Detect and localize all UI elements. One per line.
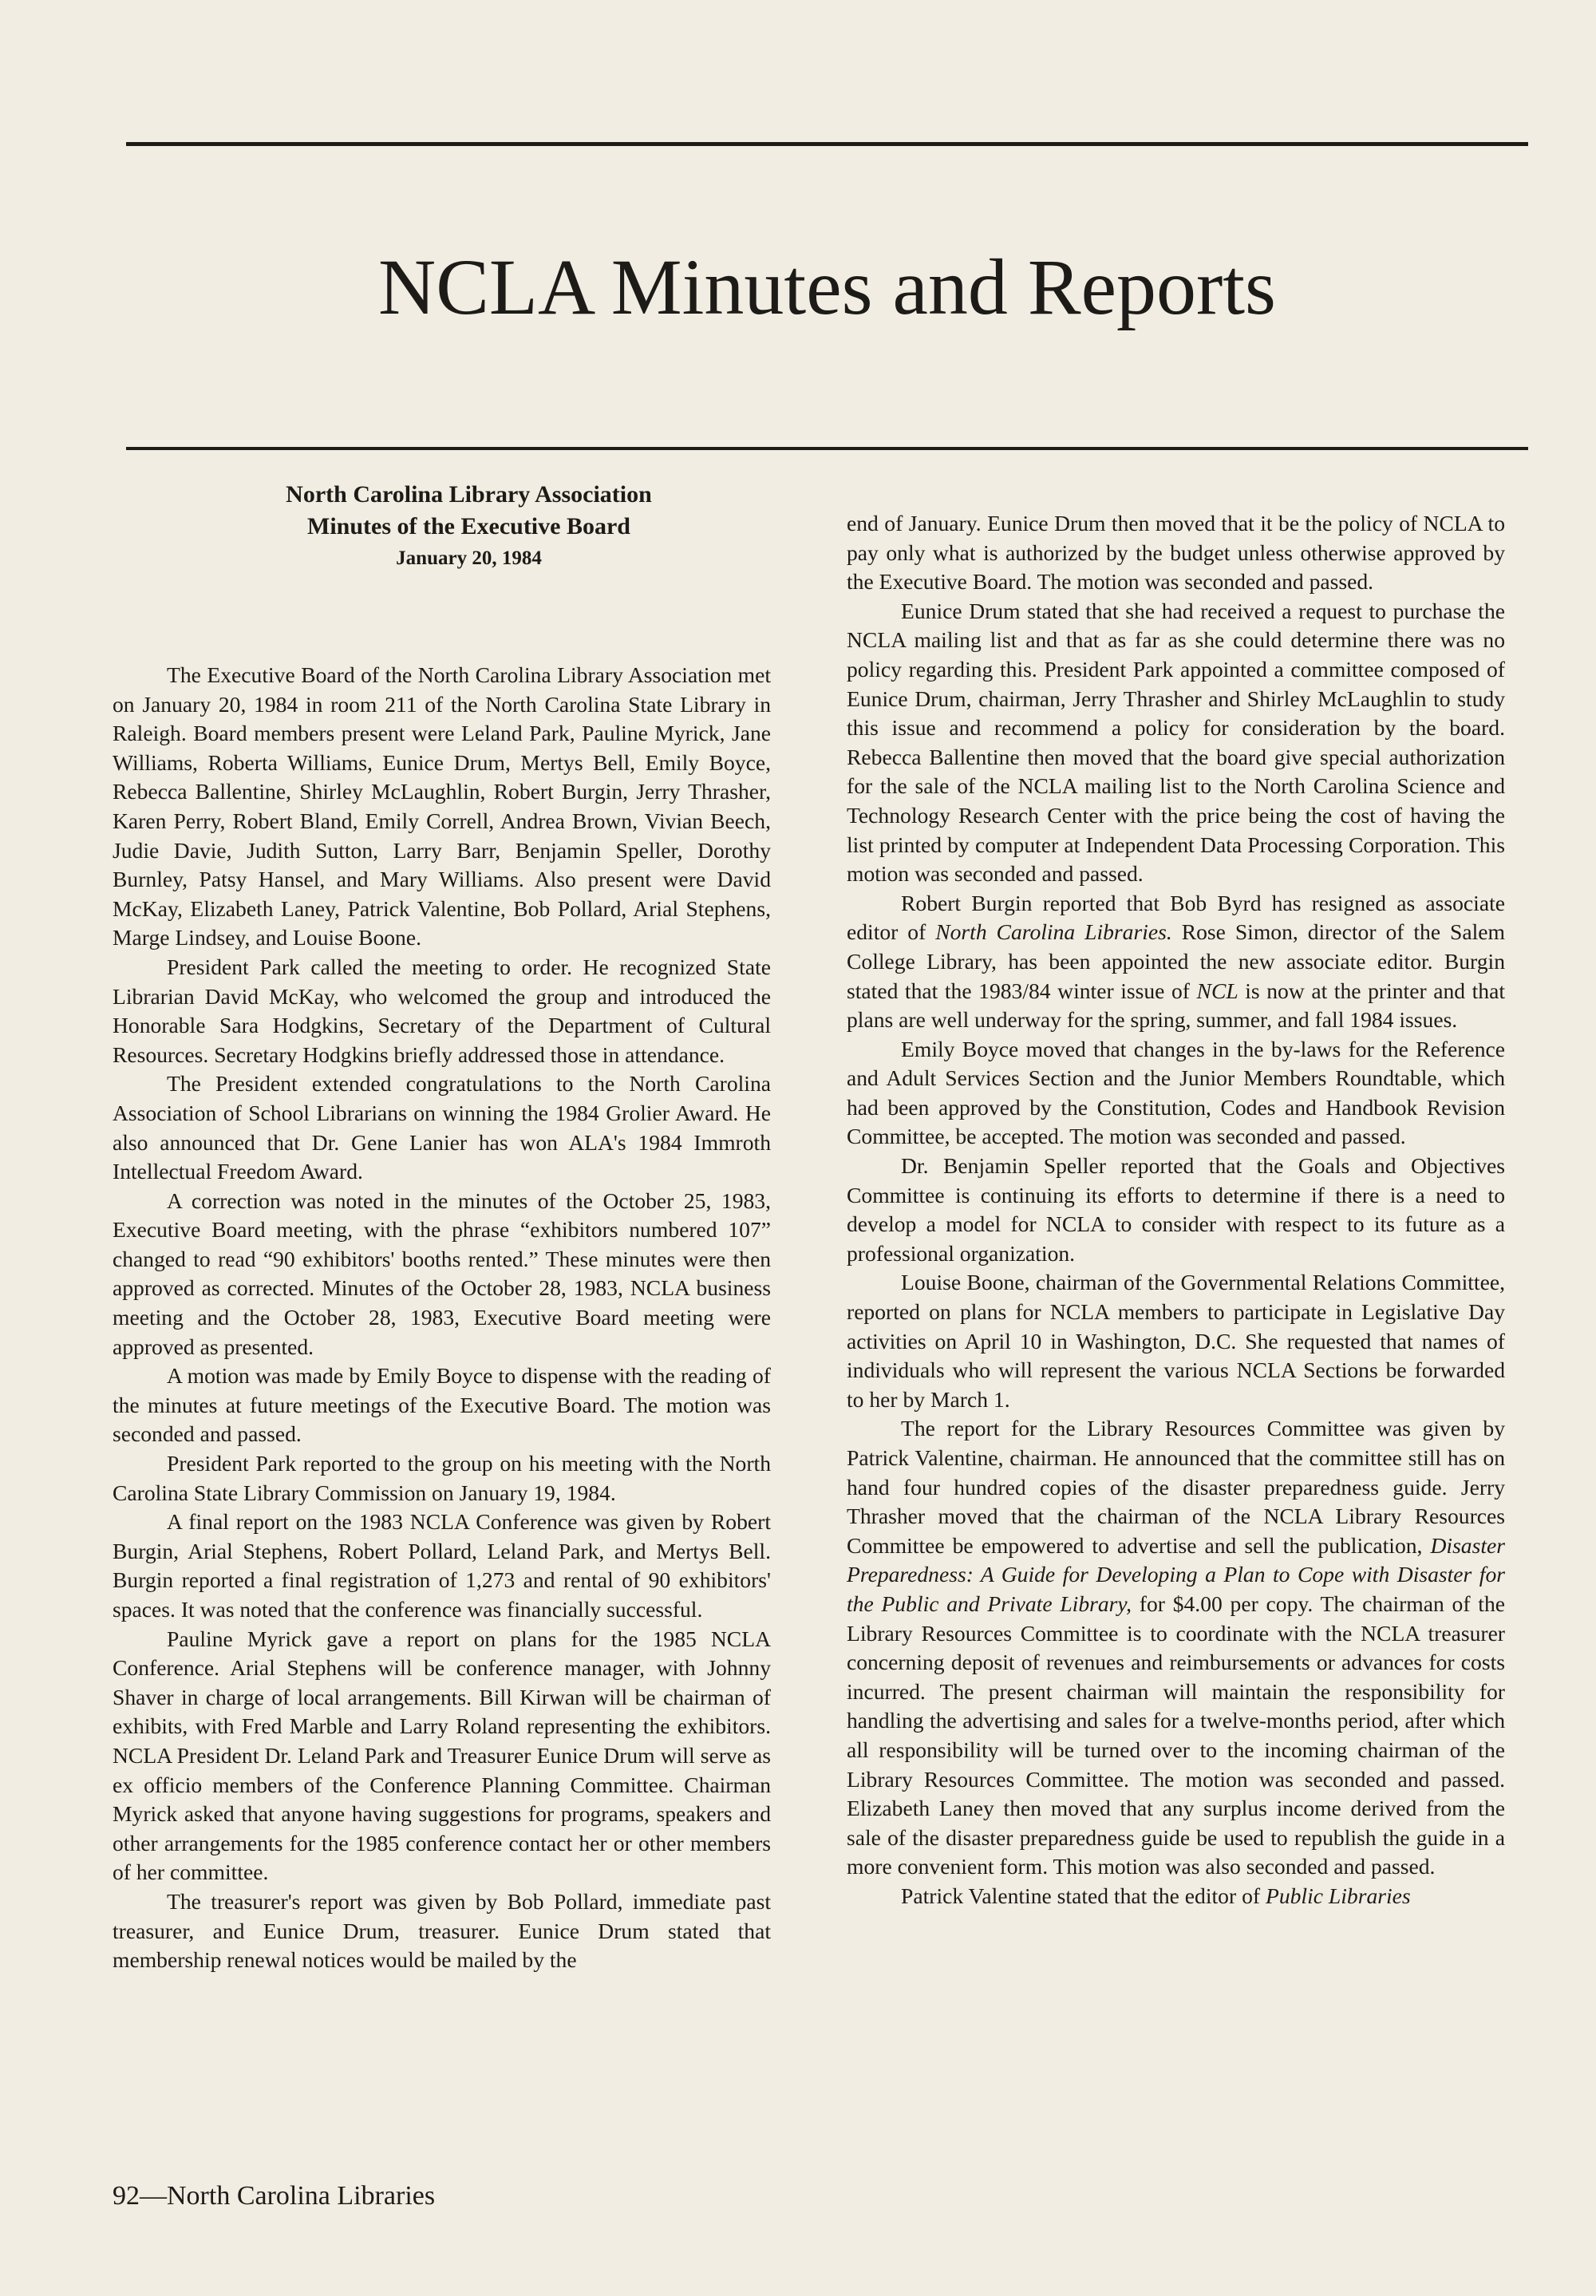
text-run: is now at the printer and that plans are well underway for the spring, summer, and fall 1984 issues.: [847, 978, 1505, 1033]
right-column: [847, 509, 1505, 1911]
paragraph: Louise Boone, chairman of the Governmental Relations Committee, reported on plans for NCLA members to participate in Legislative Day activities on April 10 in Washington, D.C. She requested that names of individuals who will represent the various NCLA Sections be forwarded to her by March 1.: [847, 1270, 1505, 1412]
paragraph: A motion was made by Emily Boyce to dispense with the reading of the minutes at future meetings of the Executive Board. The motion was seconded and passed.: [113, 1363, 771, 1447]
paragraph: President Park called the meeting to order. He recognized State Librarian David McKay, who welcomed the group and introduced the Honorable Sara Hodgkins, Secretary of the Department of Cultural Resources. Secretary Hodgkins briefly addressed those in attendance.: [113, 954, 771, 1067]
paragraph: Dr. Benjamin Speller reported that the Goals and Objectives Committee is continuing its efforts to determine if there is a need to develop a model for NCLA to consider with respect to its future as a professional organization.: [847, 1153, 1505, 1266]
journal-title: North Carolina Libraries.: [935, 919, 1172, 945]
paragraph: A correction was noted in the minutes of the October 25, 1983, Executive Board meeting, with the phrase “exhibitors numbered 107” changed to read “90 exhibitors' booths rented.” These minutes were then approved as corrected. Minutes of the October 28, 1983, NCLA business meeting and the October 28, 1983, Executive Board meeting were approved as presented.: [113, 1188, 771, 1359]
text-run: Patrick Valentine stated that the editor of: [901, 1883, 1266, 1908]
page-title: NCLA Minutes and Reports: [378, 243, 1276, 331]
left-column: [113, 479, 771, 1975]
text-run: Robert Burgin reported that Bob Byrd has resigned as associate editor of: [847, 890, 1505, 945]
journal-abbrev: NCL: [1196, 978, 1238, 1003]
paragraph: end of January. Eunice Drum then moved that it be the policy of NCLA to pay only what is authorized by the budget unless otherwise approved by the Executive Board. The motion was seconded and passed.: [847, 511, 1505, 595]
top-rule: [126, 142, 1528, 146]
paragraph: The President extended congratulations to the North Carolina Association of School Librarians on winning the 1984 Grolier Award. He also announced that Dr. Gene Lanier has won ALA's 1984 Immroth Intellectual Freedom Award.: [113, 1071, 771, 1184]
paragraph: A final report on the 1983 NCLA Conference was given by Robert Burgin, Arial Stephens, Robert Pollard, Leland Park, and Mertys Bell. Burgin reported a final registration of 1,273 and rental of 90 exhibitors' spaces. It was noted that the conference was financially successful.: [113, 1509, 771, 1622]
paragraph: Pauline Myrick gave a report on plans for the 1985 NCLA Conference. Arial Stephens will be conference manager, with Johnny Shaver in charge of local arrangements. Bill Kirwan will be chairman of exhibits, with Fred Marble and Larry Roland representing the exhibitors. NCLA President Dr. Leland Park and Treasurer Eunice Drum will serve as ex officio members of the Conference Planning Committee. Chairman Myrick asked that anyone having suggestions for programs, speakers and other arrangements for the 1985 conference contact her or other members of her committee.: [113, 1626, 771, 1885]
text-run: Rose Simon, director of the Salem College Library, has been appointed the new associate editor. Burgin stated that the 1983/84 winter issue of: [847, 919, 1505, 1003]
paragraph: Emily Boyce moved that changes in the by-laws for the Reference and Adult Services Section and the Junior Members Roundtable, which had been approved by the Constitution, Codes and Handbook Revision Committee, be accepted. The motion was seconded and passed.: [847, 1036, 1505, 1149]
text-run: for $4.00 per copy. The chairman of the Library Resources Committee is to coordinate with the NCLA treasurer concerning deposit of revenues and reimbursements or advances for costs incurred. The present chairman will maintain the responsibility for handling the advertising and sales for a twelve-months period, after which all responsibility will be turned over to the incoming chairman of the Library Resources Committee. The motion was seconded and passed. Elizabeth Laney then moved that any surplus income derived from the sale of the disaster preparedness guide be used to republish the guide in a more convenient form. This motion was also seconded and passed.: [847, 1591, 1505, 1879]
paragraph: The treasurer's report was given by Bob Pollard, immediate past treasurer, and Eunice Drum, treasurer. Eunice Drum stated that membership renewal notices would be mailed by the: [113, 1888, 771, 1973]
page-footer-folio: 92—North Carolina Libraries: [113, 2181, 436, 2211]
publication-title: Disaster Preparedness: A Guide for Developing a Plan to Cope with Disaster for the Public and Private Library,: [847, 1532, 1505, 1616]
organization-heading: North Carolina Library Association: [286, 481, 652, 508]
journal-title: Public Libraries: [1265, 1883, 1411, 1908]
meeting-date: January 20, 1984: [396, 547, 542, 569]
paragraph: [847, 1882, 1505, 1911]
title-bottom-rule: [126, 447, 1528, 450]
spacer: [113, 575, 771, 661]
minutes-subtitle: Minutes of the Executive Board: [307, 513, 630, 539]
paragraph: [847, 1414, 1505, 1882]
paragraph: [847, 889, 1505, 1035]
text-run: The report for the Library Resources Committee was given by Patrick Valentine, chairman. He announced that the committee still has on hand four hundred copies of the disaster preparedness guide. Jerry Thrasher moved that the chairman of the NCLA Library Resources Committee be empowered to advertise and sell the publication,: [847, 1416, 1505, 1558]
paragraph: President Park reported to the group on his meeting with the North Carolina State Library Commission on January 19, 1984.: [113, 1451, 771, 1505]
paragraph: Eunice Drum stated that she had received a request to purchase the NCLA mailing list and that as far as she could determine there was no policy regarding this. President Park appointed a committee composed of Eunice Drum, chairman, Jerry Thrasher and Shirley McLaughlin to study this issue and recommend a policy for consideration by the board. Rebecca Ballentine then moved that the board give special authorization for the sale of the NCLA mailing list to the North Carolina Science and Technology Research Center with the price being the cost of having the list printed by computer at Independent Data Processing Corporation. This motion was seconded and passed.: [847, 598, 1505, 887]
paragraph: The Executive Board of the North Carolina Library Association met on January 20, 1984 in room 211 of the North Carolina State Library in Raleigh. Board members present were Leland Park, Pauline Myrick, Jane Williams, Roberta Williams, Eunice Drum, Mertys Bell, Emily Boyce, Rebecca Ballentine, Shirley McLaughlin, Robert Burgin, Jerry Thrasher, Karen Perry, Robert Bland, Emily Correll, Andrea Brown, Vivian Beech, Judie Davie, Judith Sutton, Larry Barr, Benjamin Speller, Dorothy Burnley, Patsy Hansel, and Mary Williams. Also present were David McKay, Elizabeth Laney, Patrick Valentine, Bob Pollard, Arial Stephens, Marge Lindsey, and Louise Boone.: [113, 662, 771, 950]
